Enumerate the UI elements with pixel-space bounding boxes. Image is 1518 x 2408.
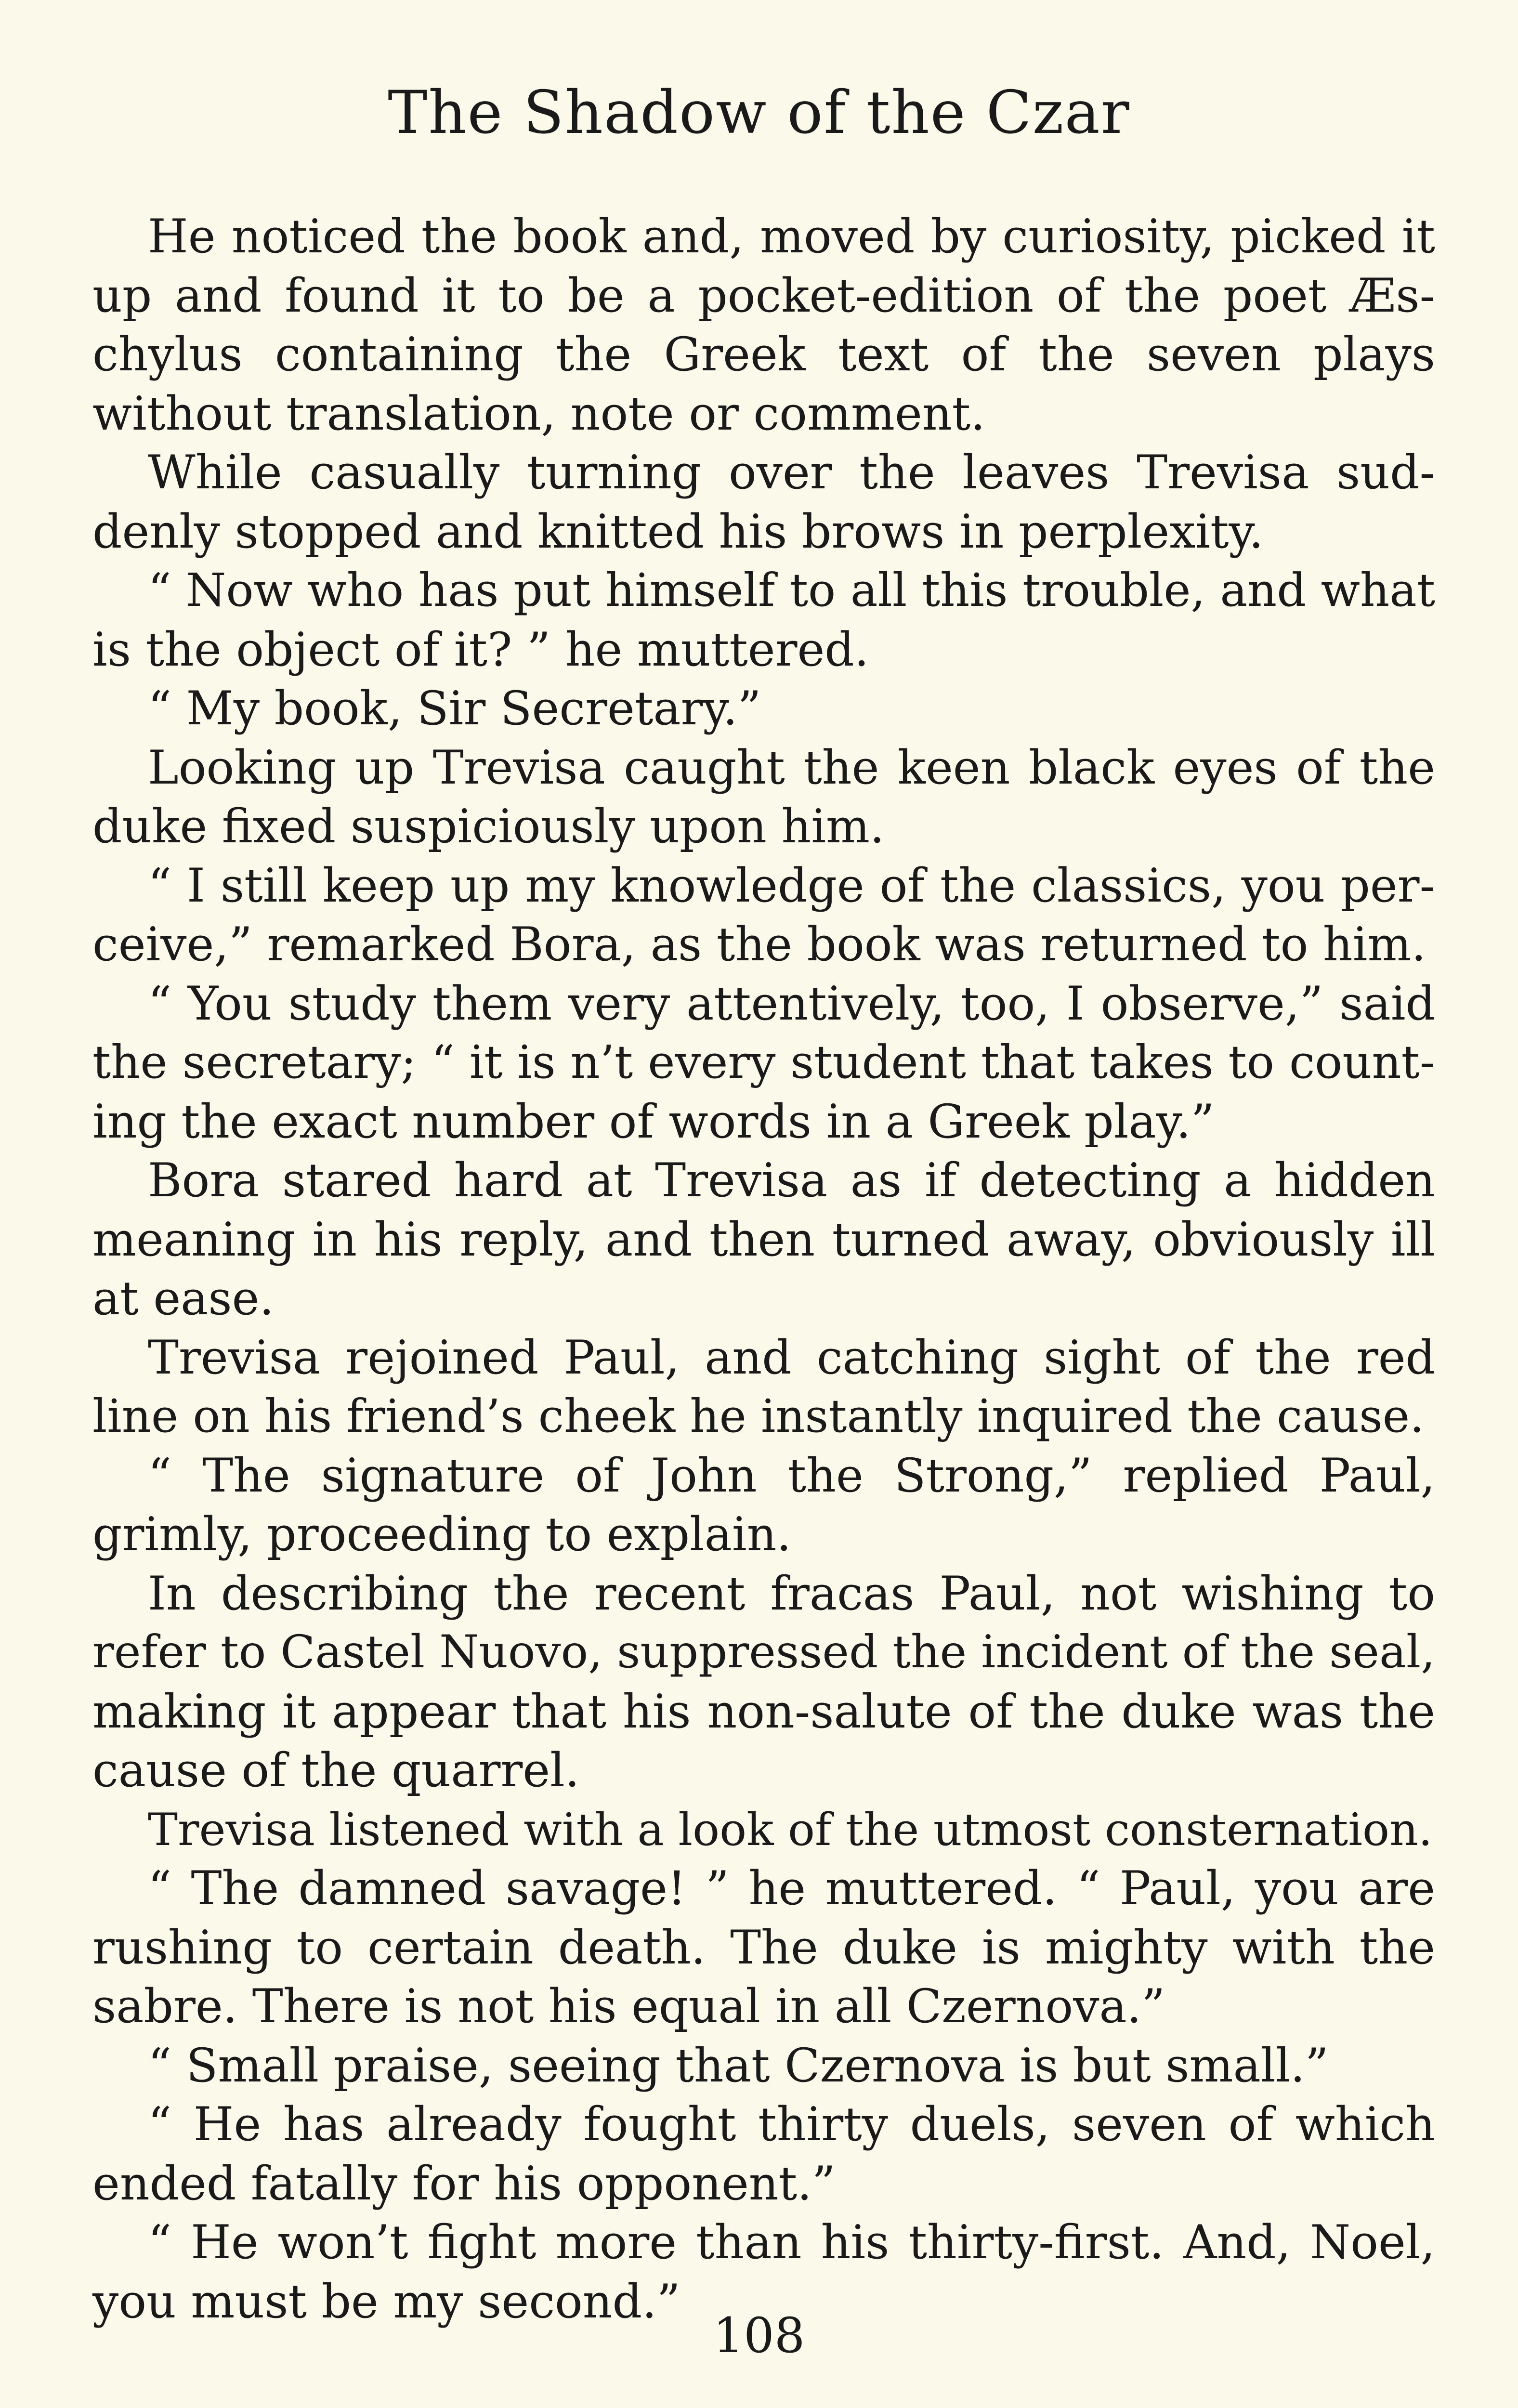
text-line: without translation, note or comment. <box>92 386 985 441</box>
text-line: “ The signature of John the Strong,” replied Paul, <box>148 1448 1435 1503</box>
text-line: “ Small praise, seeing that Czernova is but small.” <box>148 2038 1329 2093</box>
text-line: grimly, proceeding to explain. <box>92 1507 792 1561</box>
text-line: is the object of it? ” he muttered. <box>92 622 869 677</box>
text-line: “ You study them very attentively, too, I observe,” said <box>148 976 1435 1031</box>
text-line: “ Now who has put himself to all this trouble, and what <box>148 564 1435 617</box>
text-line: meaning in his reply, and then turned away, obviously ill <box>92 1212 1435 1267</box>
text-line: ended fatally for his opponent.” <box>92 2156 836 2211</box>
text-line: Trevisa listened with a look of the utmost consternation. <box>148 1803 1433 1856</box>
text-line: at ease. <box>92 1271 274 1325</box>
text-line: rushing to certain death. The duke is mighty with the <box>92 1920 1435 1975</box>
text-line: sabre. There is not his equal in all Czernova.” <box>92 1979 1165 2033</box>
text-line: He noticed the book and, moved by curiosity, picked it <box>148 209 1435 263</box>
text-line: up and found it to be a pocket-edition of the poet Æs- <box>92 268 1435 323</box>
text-line: duke fixed suspiciously upon him. <box>92 799 885 853</box>
text-line: Looking up Trevisa caught the keen black eyes of the <box>148 740 1435 795</box>
text-line: ing the exact number of words in a Greek play.” <box>92 1094 1215 1149</box>
text-line: making it appear that his non-salute of the duke was the <box>92 1684 1435 1739</box>
text-line: “ The damned savage! ” he muttered. “ Paul, you are <box>148 1861 1435 1915</box>
running-title: The Shadow of the Czar <box>388 79 1130 147</box>
text-line: you must be my second.” <box>92 2274 680 2329</box>
text-line: “ He won’t fight more than his thirty-first. And, Noel, <box>148 2215 1435 2269</box>
text-line: Trevisa rejoined Paul, and catching sight of the red <box>148 1330 1435 1385</box>
text-line: the secretary; “ it is n’t every student that takes to count- <box>92 1036 1435 1089</box>
body-text <box>92 207 1435 2331</box>
text-line: line on his friend’s cheek he instantly inquired the cause. <box>92 1390 1425 1443</box>
text-line: While casually turning over the leaves Trevisa sud- <box>148 445 1435 499</box>
page-number: 108 <box>713 2307 805 2364</box>
text-line: denly stopped and knitted his brows in perplexity. <box>92 504 1264 559</box>
text-line: “ My book, Sir Secretary.” <box>148 681 761 735</box>
text-line: refer to Castel Nuovo, suppressed the incident of the seal, <box>92 1626 1435 1678</box>
text-line: “ He has already fought thirty duels, seven of which <box>148 2097 1435 2151</box>
text-line: Bora stared hard at Trevisa as if detecting a hidden <box>148 1153 1435 1207</box>
text-line: chylus containing the Greek text of the seven plays <box>92 327 1435 381</box>
text-line: In describing the recent fracas Paul, not wishing to <box>148 1566 1435 1621</box>
text-line: cause of the quarrel. <box>92 1743 580 1797</box>
text-line: “ I still keep up my knowledge of the classics, you per- <box>148 858 1435 913</box>
text-line: ceive,” remarked Bora, as the book was returned to him. <box>92 917 1426 971</box>
